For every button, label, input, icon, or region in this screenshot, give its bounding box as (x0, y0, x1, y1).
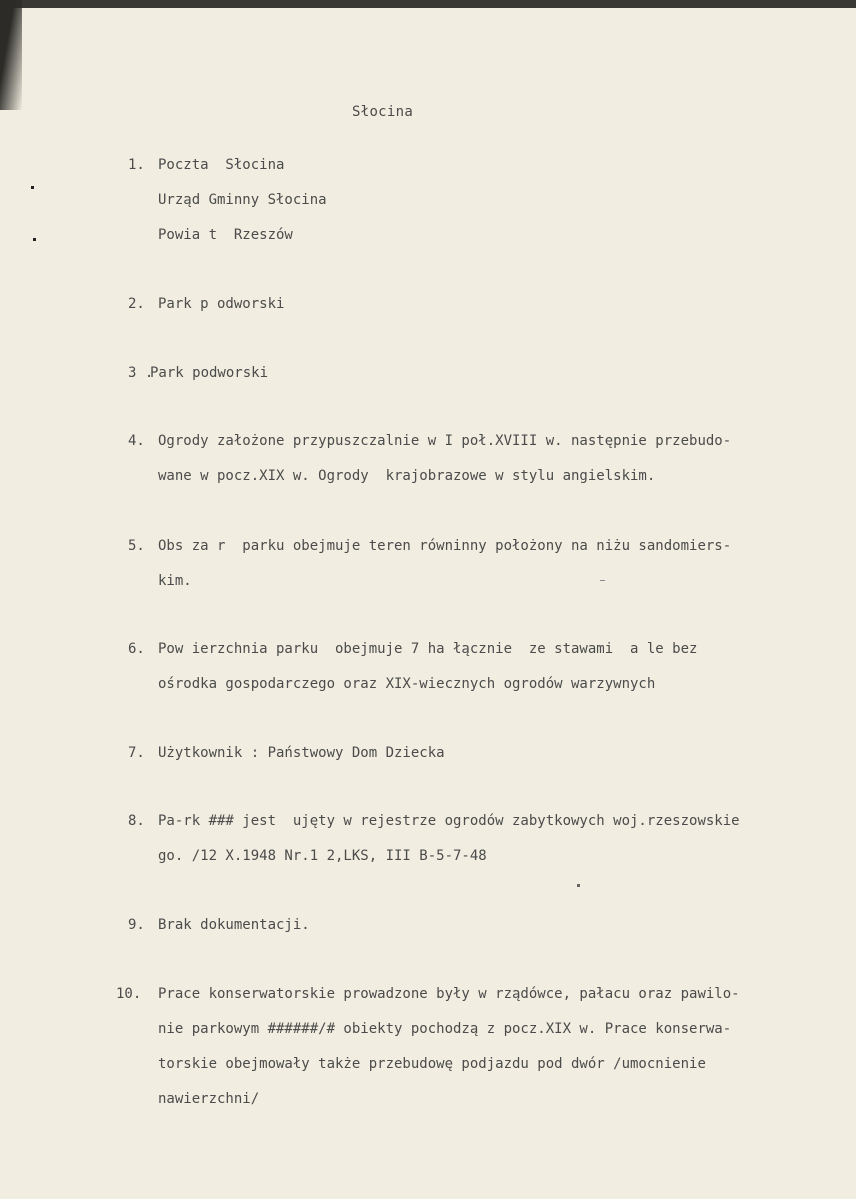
item-number: 1. (128, 157, 145, 173)
item-number: 2. (128, 296, 145, 312)
item-number: 7. (128, 745, 145, 761)
punch-mark (33, 238, 36, 241)
item-line: Pa-rk ### jest ujęty w rejestrze ogrodów zabytkowych woj.rzeszowskie (158, 813, 740, 829)
scan-corner-shadow (0, 0, 22, 110)
item-line: Prace konserwatorskie prowadzone były w rządówce, pałacu oraz pawilo- (158, 986, 740, 1002)
item-line: Ogrody założone przypuszczalnie w I poł.XVIII w. następnie przebudo- (158, 433, 732, 449)
item-line: Park p odworski (158, 296, 285, 312)
item-line: kim. (158, 573, 192, 589)
item-number: 3 . (128, 365, 154, 381)
ink-speck (577, 884, 580, 887)
scan-top-edge (0, 0, 856, 8)
item-line: wane w pocz.XIX w. Ogrody krajobrazowe w stylu angielskim. (158, 468, 656, 484)
item-line: Użytkownik : Państwowy Dom Dziecka (158, 745, 445, 761)
item-number: 6. (128, 641, 145, 657)
item-line: Brak dokumentacji. (158, 917, 310, 933)
page-title: Słocina (352, 104, 414, 120)
punch-mark (31, 186, 34, 189)
item-line: Park podworski (150, 365, 269, 381)
ink-speck (600, 580, 605, 581)
item-line: nawierzchni/ (158, 1091, 260, 1107)
item-line: ośrodka gospodarczego oraz XIX-wiecznych ogrodów warzywnych (158, 676, 656, 692)
item-number: 9. (128, 917, 145, 933)
item-number: 4. (128, 433, 145, 449)
item-line: go. /12 X.1948 Nr.1 2,LKS, III B-5-7-48 (158, 848, 487, 864)
item-line: Urząd Gminny Słocina (158, 192, 327, 208)
item-number: 5. (128, 538, 145, 554)
item-line: Powia t Rzeszów (158, 227, 293, 243)
item-line: Pow ierzchnia parku obejmuje 7 ha łącznie ze stawami a le bez (158, 641, 698, 657)
item-line: Obs za r parku obejmuje teren równinny położony na niżu sandomiers- (158, 538, 732, 554)
item-number: 8. (128, 813, 145, 829)
item-line: Poczta Słocina (158, 157, 285, 173)
item-line: nie parkowym ######/# obiekty pochodzą z pocz.XIX w. Prace konserwa- (158, 1021, 732, 1037)
item-line: torskie obejmowały także przebudowę podjazdu pod dwór /umocnienie (158, 1056, 706, 1072)
item-number: 10. (116, 986, 142, 1002)
